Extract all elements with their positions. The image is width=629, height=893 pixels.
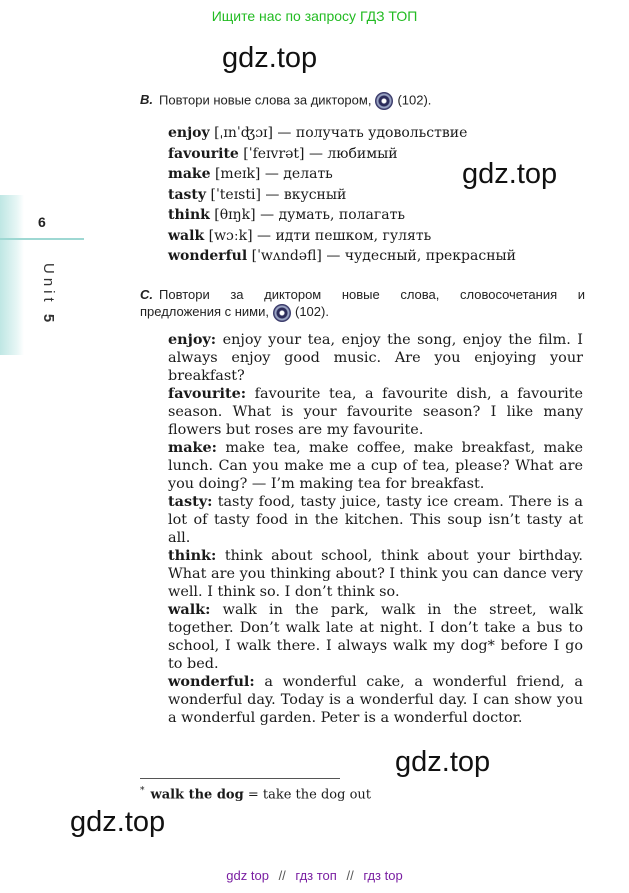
vocab-item: think [θɪŋk] — думать, полагать: [168, 207, 405, 223]
task-b-text: Повтори новые слова за диктором,: [159, 92, 372, 108]
bottom-separator: //: [346, 868, 354, 883]
example-paragraph: favourite: favourite tea, a favourite dish, a favourite season. What is your favourite season? I like many flowers but roses are my favourite.: [168, 385, 583, 438]
vocab-item: favourite [ˈfeɪvrət] — любимый: [168, 145, 398, 162]
unit-number: 5: [40, 313, 57, 327]
task-c-line1-wrap: [140, 286, 585, 303]
vocab-item: wonderful [ˈwʌndəfl] — чудесный, прекрасный: [168, 248, 517, 264]
example-paragraph: make: make tea, make coffee, make breakfast, make lunch. Can you make me a cup of tea, please? What are you doing? — I’m making tea for breakfast.: [168, 439, 583, 492]
unit-label: [40, 263, 57, 326]
task-c-letter: C.: [140, 287, 153, 302]
watermark-bottom-right: gdz.top: [395, 746, 491, 778]
task-b-track: (102).: [397, 92, 432, 108]
footnote: [140, 786, 371, 802]
unit-word: Unit: [40, 263, 57, 306]
bottom-separator: //: [278, 868, 286, 883]
bottom-link[interactable]: гдз топ: [295, 868, 337, 883]
task-b-heading: [140, 92, 431, 110]
task-b-letter: B.: [140, 92, 153, 108]
watermark-top: gdz.top: [222, 42, 318, 74]
side-tab: [0, 195, 24, 355]
example-paragraph: wonderful: a wonderful cake, a wonderful friend, a wonderful day. Today is a wonderful day. I can show you a wonderful garden. Peter is a wonderful doctor.: [168, 673, 583, 726]
footnote-phrase: walk the dog: [150, 787, 244, 803]
vocabulary-list: [168, 123, 588, 267]
vocab-item: tasty [ˈteɪsti] — вкусный: [168, 186, 347, 203]
vocab-item: enjoy [ˌɪnˈʤɔɪ] — получать удовольствие: [168, 125, 468, 141]
example-paragraph: enjoy: enjoy your tea, enjoy the song, enjoy the film. I always enjoy good music. Are you enjoying your breakfast?: [168, 331, 583, 384]
task-c-line2-wrap: [140, 303, 585, 322]
task-c-heading: [140, 286, 585, 322]
watermark-bottom-left: gdz.top: [70, 806, 166, 838]
audio-disc-icon[interactable]: [375, 92, 393, 110]
page-number: 6: [38, 214, 46, 230]
footnote-mark: *: [140, 786, 145, 796]
top-banner[interactable]: Ищите нас по запросу ГДЗ ТОП: [211, 8, 418, 24]
example-paragraph: think: think about school, think about your birthday. What are you thinking about? I think you can dance very well. I think so. I don’t think so.: [168, 547, 583, 600]
watermark-right: gdz.top: [462, 158, 558, 190]
task-c-track: (102).: [295, 304, 329, 319]
task-c-line2: предложения с ними,: [140, 304, 269, 319]
side-divider: [0, 238, 84, 240]
example-paragraph: tasty: tasty food, tasty juice, tasty ice cream. There is a lot of tasty food in the kitchen. This soup isn’t tasty at all.: [168, 493, 583, 546]
vocab-item: walk [wɔːk] — идти пешком, гулять: [168, 227, 432, 244]
example-sentences: [168, 331, 583, 727]
footnote-text: = take the dog out: [243, 787, 371, 803]
audio-disc-icon[interactable]: [273, 304, 291, 322]
task-c-line1: Повтори за диктором новые слова, словосочетания и: [159, 287, 585, 302]
bottom-links: [0, 868, 629, 883]
vocab-item: make [meɪk] — делать: [168, 166, 333, 182]
example-paragraph: walk: walk in the park, walk in the street, walk together. Don’t walk late at night. I don’t take a bus to school, I walk there. I always walk my dog* before I go to bed.: [168, 601, 583, 672]
footnote-rule: [140, 778, 340, 779]
bottom-link[interactable]: gdz top: [226, 868, 269, 883]
bottom-link[interactable]: гдз top: [363, 868, 403, 883]
